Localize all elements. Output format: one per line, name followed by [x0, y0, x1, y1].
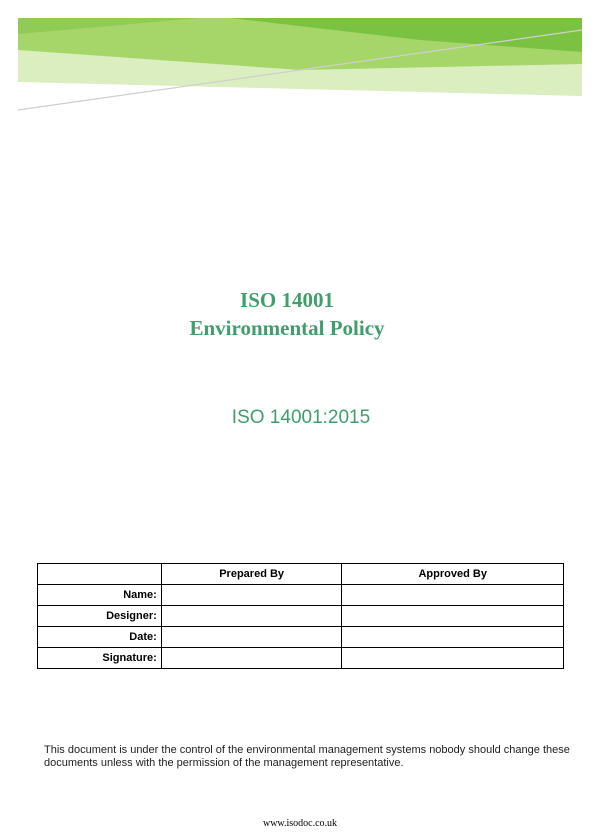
cell-designer-prepared[interactable] [161, 606, 342, 627]
table-row [38, 627, 564, 648]
cell-date-approved[interactable] [342, 627, 564, 648]
document-title [0, 286, 574, 342]
table-header-row [38, 564, 564, 585]
cell-name-approved[interactable] [342, 585, 564, 606]
table-row [38, 648, 564, 669]
header-banner [0, 0, 600, 120]
row-label-date: Date: [38, 627, 162, 648]
standard-label: ISO 14001:2015 [231, 407, 371, 428]
cell-signature-approved[interactable] [342, 648, 564, 669]
cell-name-prepared[interactable] [161, 585, 342, 606]
header-cell-prepared-by: Prepared By [161, 564, 342, 585]
approval-table [37, 563, 564, 669]
cell-signature-prepared[interactable] [161, 648, 342, 669]
header-cell-blank [38, 564, 162, 585]
title-line-1: ISO 14001 [240, 288, 334, 312]
footer-url: www.isodoc.co.uk [262, 818, 338, 829]
title-line-2: Environmental Policy [189, 316, 385, 340]
cell-date-prepared[interactable] [161, 627, 342, 648]
row-label-signature: Signature: [38, 648, 162, 669]
control-notice: This document is under the control of the environmental management systems nobody should change these documents unless with the permission of the management representative. [44, 744, 570, 769]
header-cell-approved-by: Approved By [342, 564, 564, 585]
cell-designer-approved[interactable] [342, 606, 564, 627]
row-label-name: Name: [38, 585, 162, 606]
row-label-designer: Designer: [38, 606, 162, 627]
table-row [38, 585, 564, 606]
table-row [38, 606, 564, 627]
